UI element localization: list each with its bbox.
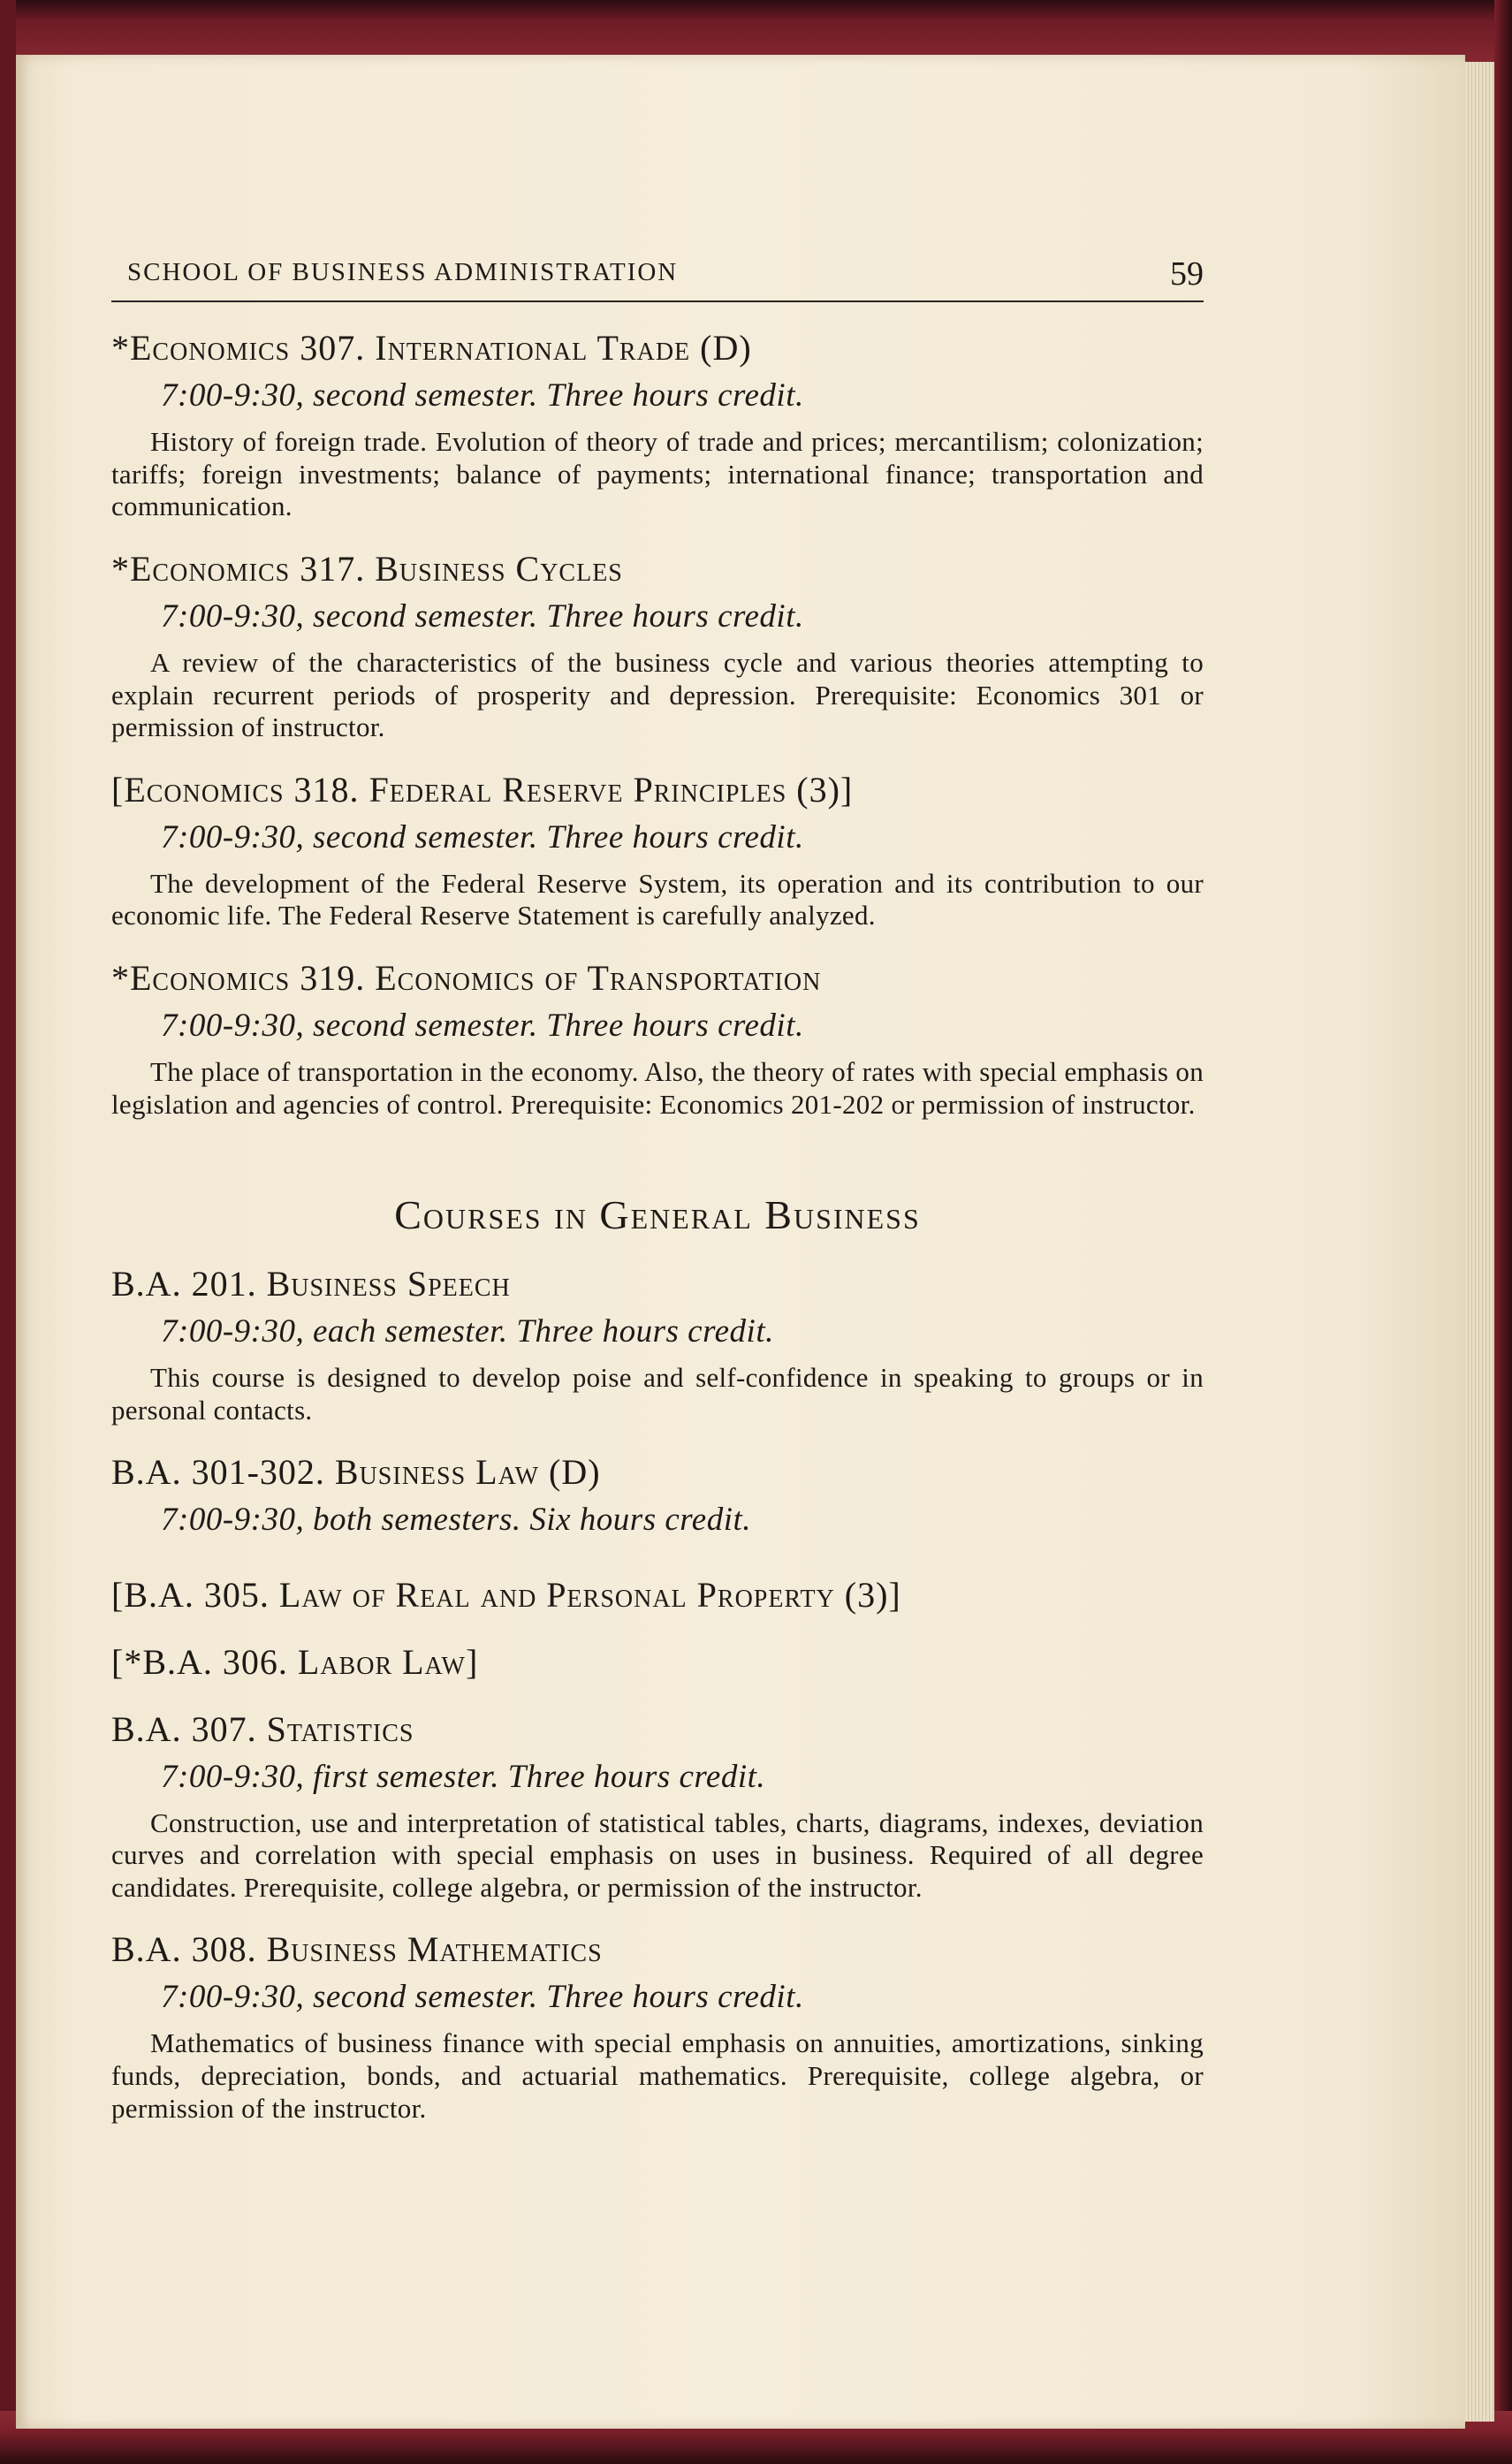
course-schedule: 7:00-9:30, first semester. Three hours credit.	[161, 1758, 766, 1795]
course-title: Labor Law]	[297, 1641, 479, 1682]
course-code: [B.A. 305.	[111, 1574, 270, 1615]
book-page	[16, 55, 1465, 2429]
course-entry	[111, 957, 1204, 1121]
course-schedule: 7:00-9:30, second semester. Three hours credit.	[161, 818, 804, 856]
book-cover-right	[1494, 0, 1512, 2464]
course-title: Statistics	[266, 1708, 414, 1749]
course-code: [Economics 318.	[111, 769, 360, 810]
course-heading	[111, 957, 1204, 1000]
course-schedule: 7:00-9:30, second semester. Three hours credit.	[161, 597, 804, 635]
course-description: Construction, use and interpretation of statistical tables, charts, diagrams, indexes, deviation curves and correlation with special emphasis on uses in business. Required of all degree candidates. Prerequisite, college algebra, or permission of the instructor.	[111, 1806, 1204, 1903]
course-description: The development of the Federal Reserve System, its operation and its contribution to our economic life. The Federal Reserve Statement is carefully analyzed.	[111, 867, 1204, 932]
course-entry	[111, 1708, 1204, 1905]
course-heading	[111, 327, 1204, 369]
course-heading	[111, 769, 1204, 811]
course-description: Mathematics of business finance with special emphasis on annuities, amortizations, sinking funds, depreciation, bonds, and actuarial mathematics. Prerequisite, college algebra, or permission of the instructor.	[111, 2027, 1204, 2124]
running-title: SCHOOL OF BUSINESS ADMINISTRATION	[127, 258, 679, 286]
course-title: Business Mathematics	[266, 1929, 603, 1970]
course-heading	[111, 1263, 1204, 1305]
course-entry	[111, 1574, 1204, 1616]
course-title: International Trade (D)	[375, 328, 752, 368]
course-description: A review of the characteristics of the business cycle and various theories attempting to explain recurrent periods of prosperity and depression. Prerequisite: Economics 301 or permission of instructor.	[111, 646, 1204, 743]
course-title: Federal Reserve Principles (3)]	[369, 769, 854, 810]
course-code: B.A. 301-302.	[111, 1452, 325, 1493]
course-title: Business Speech	[266, 1264, 511, 1304]
course-description: This course is designed to develop poise and self-confidence in speaking to groups or in personal contacts.	[111, 1362, 1204, 1426]
page-stack-edge	[1465, 62, 1494, 2422]
course-entry	[111, 1641, 1204, 1684]
course-title: Business Cycles	[375, 548, 623, 589]
course-heading	[111, 1708, 1204, 1751]
course-entry	[111, 327, 1204, 523]
course-heading	[111, 1641, 1204, 1684]
course-schedule: 7:00-9:30, second semester. Three hours credit.	[161, 1979, 804, 2016]
course-entry	[111, 1263, 1204, 1426]
course-code: *Economics 319.	[111, 957, 366, 998]
course-entry	[111, 548, 1204, 744]
course-heading	[111, 1928, 1204, 1971]
course-code: B.A. 307.	[111, 1708, 257, 1749]
course-entry	[111, 769, 1204, 932]
section-title: Courses in General Business	[394, 1192, 921, 1238]
course-entry	[111, 1928, 1204, 2125]
book-cover-left	[0, 0, 16, 2464]
course-heading	[111, 1574, 1204, 1616]
course-heading	[111, 548, 1204, 590]
page-number: 59	[1170, 255, 1204, 293]
running-header	[111, 239, 1204, 302]
course-title: Business Law (D)	[334, 1452, 601, 1493]
course-description: The place of transportation in the economy. Also, the theory of rates with special emphasis on legislation and agencies of control. Prerequisite: Economics 201-202 or permission of instructor.	[111, 1056, 1204, 1120]
course-heading	[111, 1451, 1204, 1494]
course-code: B.A. 201.	[111, 1264, 257, 1304]
course-code: B.A. 308.	[111, 1929, 257, 1970]
course-schedule: 7:00-9:30, second semester. Three hours credit.	[161, 1007, 804, 1044]
course-schedule: 7:00-9:30, second semester. Three hours credit.	[161, 377, 804, 414]
course-schedule: 7:00-9:30, both semesters. Six hours credit.	[161, 1502, 752, 1539]
page-content	[111, 239, 1204, 2125]
course-code: *Economics 317.	[111, 548, 366, 589]
course-entry	[111, 1451, 1204, 1541]
course-code: *Economics 307.	[111, 328, 366, 368]
course-title: Economics of Transportation	[375, 957, 822, 998]
course-code: [*B.A. 306.	[111, 1641, 288, 1682]
course-description: History of foreign trade. Evolution of theory of trade and prices; mercantilism; colonization; tariffs; foreign investments; balance of payments; international finance; transportation and communication.	[111, 426, 1204, 522]
course-schedule: 7:00-9:30, each semester. Three hours credit.	[161, 1313, 774, 1350]
course-title: Law of Real and Personal Property (3)]	[278, 1574, 901, 1615]
